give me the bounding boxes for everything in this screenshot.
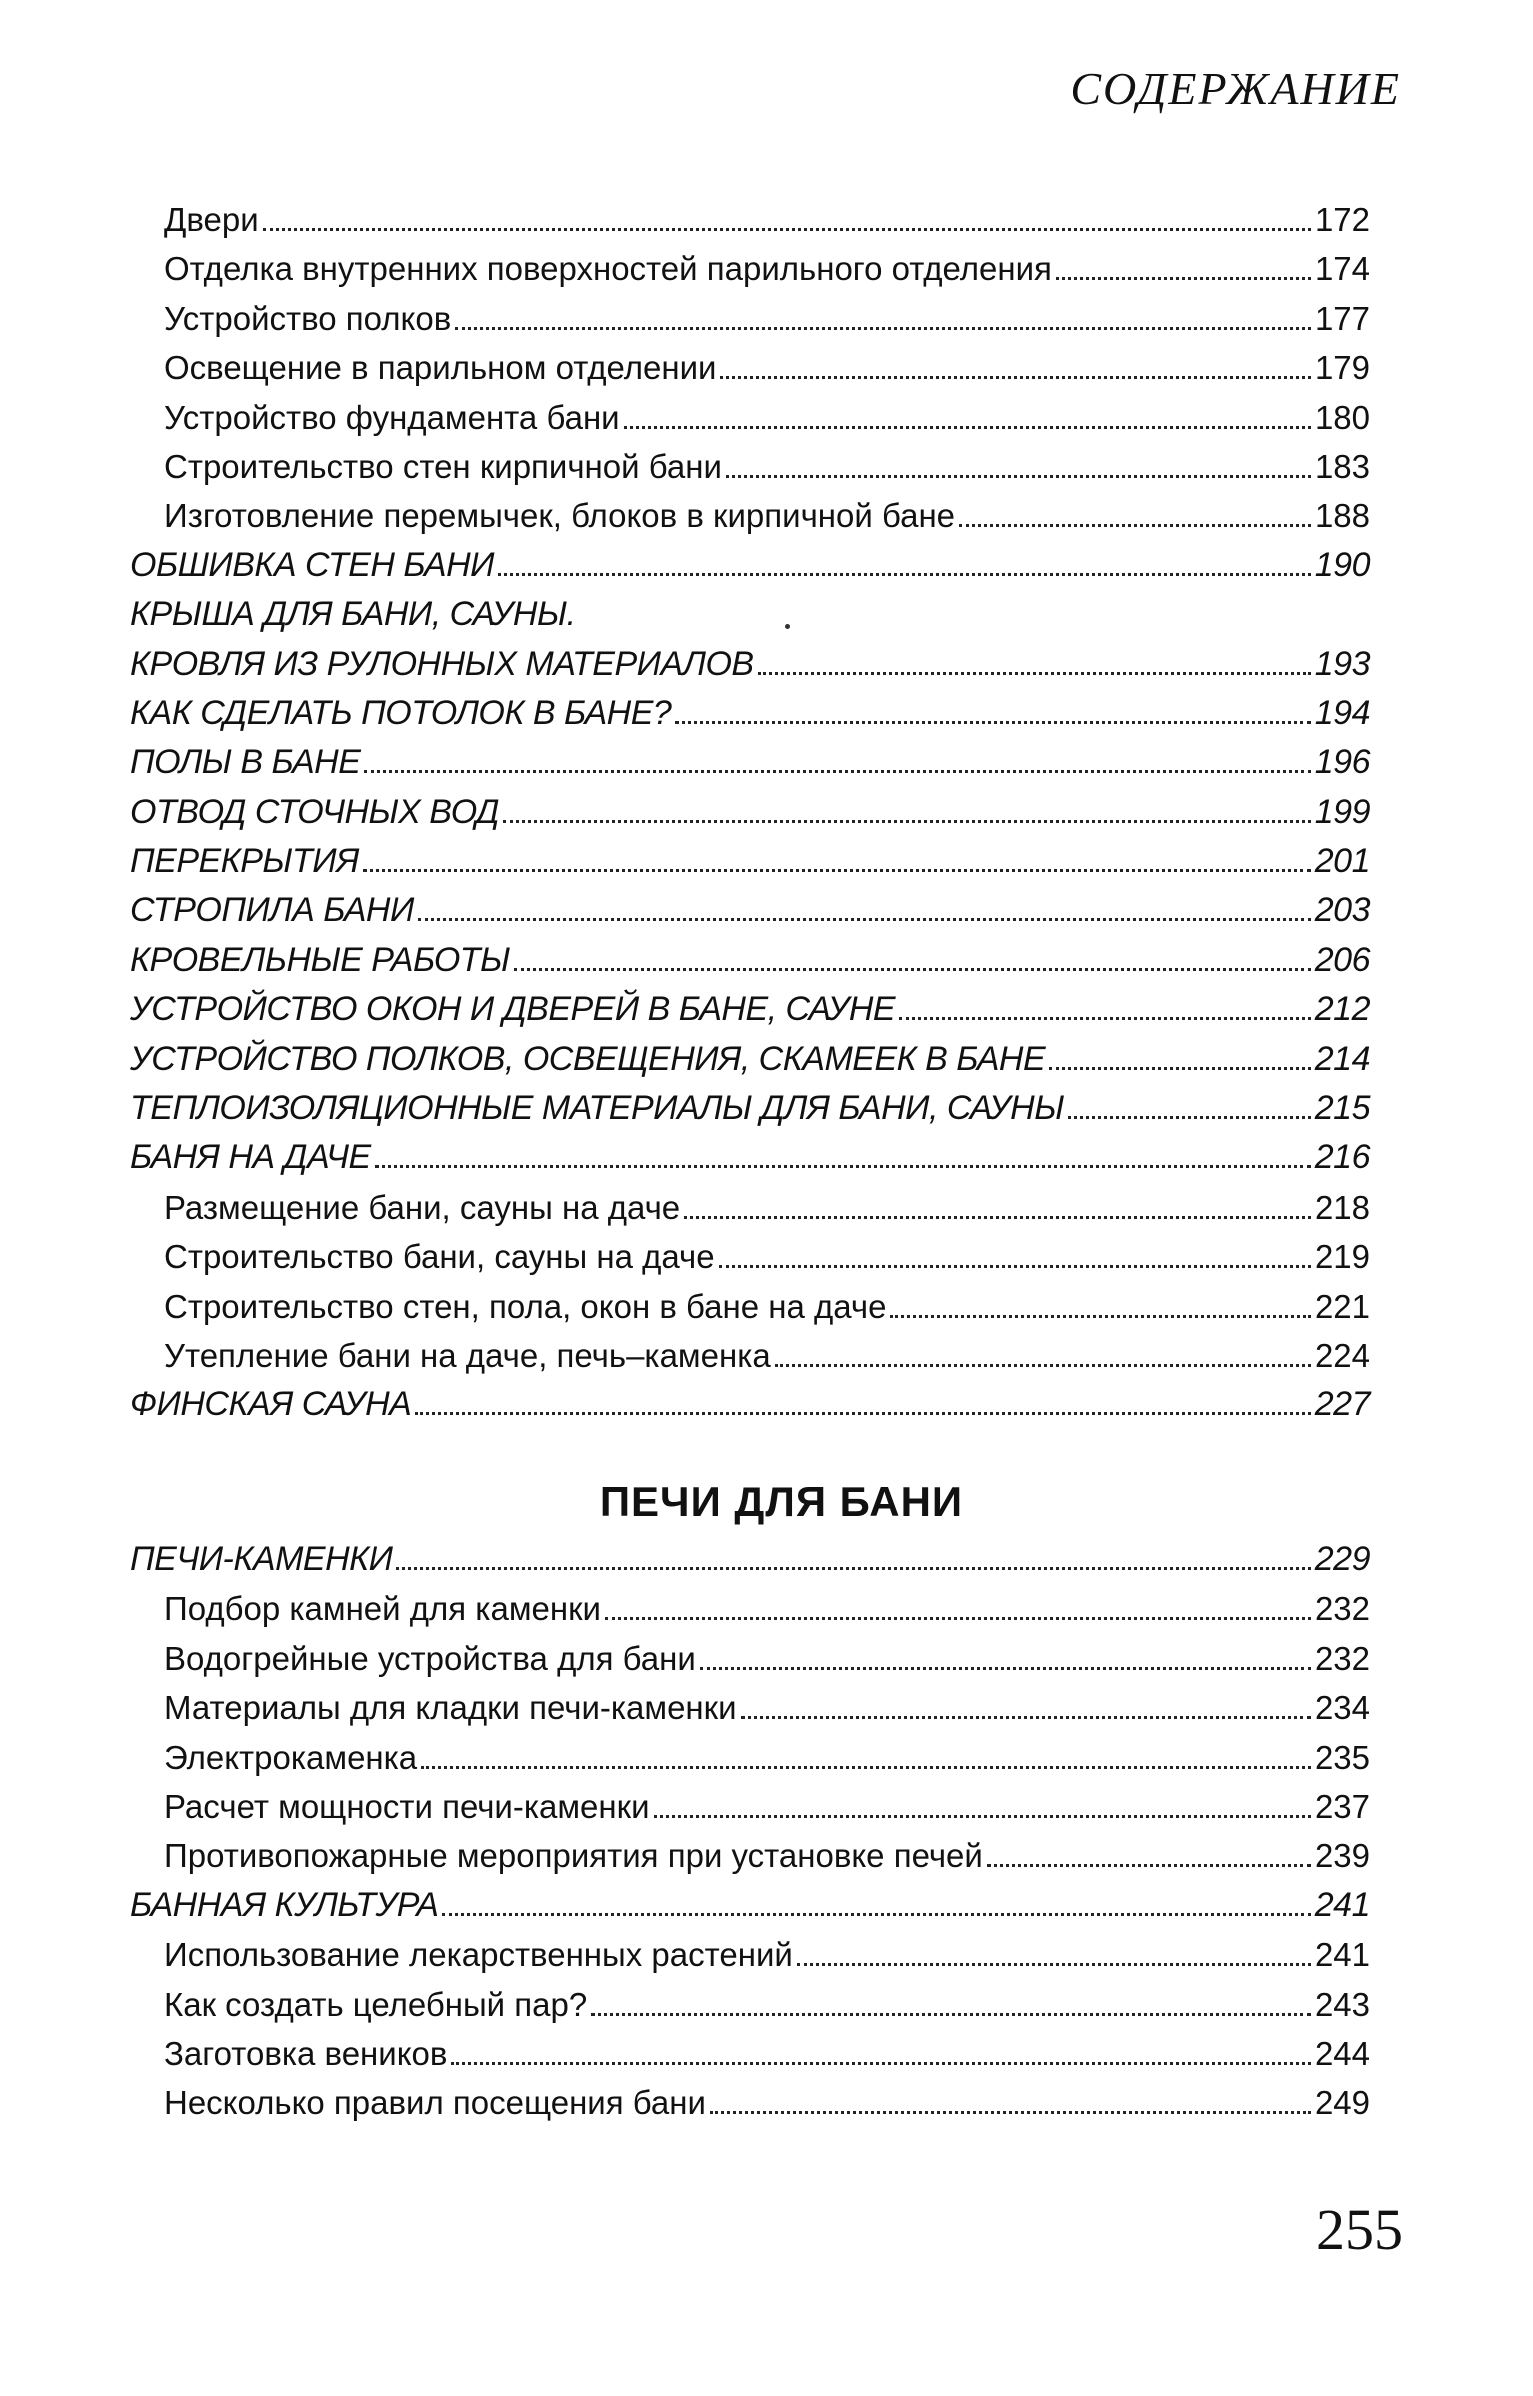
toc-entry-title: КРОВЕЛЬНЫЕ РАБОТЫ [130, 940, 510, 979]
toc-dot-leader [498, 573, 1311, 576]
toc-entry-title: БАНЯ НА ДАЧЕ [130, 1138, 371, 1177]
toc-entry-page: 243 [1314, 1985, 1370, 2023]
toc-entry-title: ПЕРЕКРЫТИЯ [130, 842, 359, 881]
toc-entry-page: 229 [1314, 1540, 1370, 1578]
toc-entry-page: 174 [1314, 250, 1370, 288]
toc-entry-page: 183 [1314, 447, 1370, 485]
toc-entry-page: 239 [1314, 1837, 1370, 1875]
toc-entry-page: 212 [1314, 990, 1370, 1029]
toc-entry-title: Утепление бани на даче, печь–каменка [164, 1336, 771, 1374]
toc-entry-title: ОБШИВКА СТЕН БАНИ [130, 545, 494, 584]
toc-entry-title: ПОЛЫ В БАНЕ [130, 743, 361, 782]
toc-entry-title: ОТВОД СТОЧНЫХ ВОД [130, 792, 499, 831]
toc-entry [130, 738, 1370, 787]
toc-dot-leader [375, 1165, 1311, 1168]
toc-entry [130, 393, 1370, 442]
toc-entry [130, 1733, 1370, 1782]
toc-dot-leader [899, 1017, 1311, 1020]
toc-dot-leader [605, 1617, 1311, 1620]
toc-entry-title: Заготовка веников [164, 2034, 448, 2072]
toc-dot-leader [654, 1815, 1311, 1818]
toc-entry-page: 179 [1314, 349, 1370, 387]
toc-dot-leader [442, 1913, 1310, 1916]
toc-entry-title: КАК СДЕЛАТЬ ПОТОЛОК В БАНЕ? [130, 693, 672, 732]
toc-entry-title: ПЕЧИ-КАМЕНКИ [130, 1540, 393, 1578]
toc-entry-title: УСТРОЙСТВО ПОЛКОВ, ОСВЕЩЕНИЯ, СКАМЕЕК В БАНЕ [130, 1039, 1046, 1078]
toc-entry-title: Электрокаменка [164, 1738, 418, 1776]
toc-entry [130, 541, 1370, 590]
toc-entry-page: 218 [1314, 1188, 1370, 1226]
toc-entry [130, 837, 1370, 886]
toc-entry-page: 232 [1314, 1639, 1370, 1677]
toc-dot-leader [797, 1963, 1311, 1966]
toc-entry [130, 1881, 1370, 1930]
toc-dot-leader [624, 426, 1311, 429]
toc-entry [130, 985, 1370, 1034]
toc-entry [130, 1683, 1370, 1732]
toc-entry-title: Подбор камней для каменки [164, 1590, 601, 1628]
toc-entry [130, 1980, 1370, 2029]
toc-entry-title: Водогрейные устройства для бани [164, 1639, 696, 1677]
toc-entry-page: 224 [1314, 1336, 1370, 1374]
toc-entry-page: 201 [1314, 842, 1370, 881]
toc-entry-title: Противопожарные мероприятия при установке печей [164, 1837, 983, 1875]
toc-entry-title: Использование лекарственных растений [164, 1936, 793, 1974]
toc-entry-title: Как создать целебный пар? [164, 1985, 588, 2023]
toc-entry [130, 294, 1370, 343]
toc-dot-leader [396, 1567, 1310, 1570]
toc-entry-page: 232 [1314, 1590, 1370, 1628]
toc-dot-leader [421, 1766, 1311, 1769]
toc-entry [130, 2078, 1370, 2127]
toc-dot-leader [684, 1216, 1311, 1219]
toc-entry-page: 234 [1314, 1689, 1370, 1727]
toc-entry [130, 936, 1370, 985]
toc-entry-title: БАННАЯ КУЛЬТУРА [130, 1885, 439, 1924]
toc-dot-leader [1068, 1116, 1311, 1119]
toc-entry [130, 2029, 1370, 2078]
page-number: 255 [1316, 2197, 1403, 2262]
toc-dot-leader [591, 2013, 1311, 2016]
toc-entry [130, 1232, 1370, 1281]
toc-entry-page: 172 [1314, 201, 1370, 238]
toc-entry-title: ФИНСКАЯ САУНА [130, 1385, 412, 1424]
chapter-title: ПЕЧИ ДЛЯ БАНИ [599, 1478, 964, 1525]
toc-dot-leader [710, 2111, 1311, 2114]
toc-entry-page: 219 [1314, 1238, 1370, 1276]
toc-dot-leader [987, 1864, 1311, 1867]
toc-entry [130, 1930, 1370, 1979]
toc-dot-leader [451, 2062, 1311, 2065]
toc-entry-page: 227 [1314, 1385, 1370, 1424]
toc-entry-page: 190 [1314, 545, 1370, 584]
toc-dot-leader [418, 918, 1311, 921]
toc-entry [130, 1084, 1370, 1133]
toc-entry-title: Строительство бани, сауны на даче [164, 1238, 715, 1276]
toc-entry-title: Изготовление перемычек, блоков в кирпичной бане [164, 497, 956, 535]
toc-entry [130, 1634, 1370, 1683]
toc-entry-title: КРОВЛЯ ИЗ РУЛОННЫХ МАТЕРИАЛОВ [130, 644, 754, 683]
toc-entry-title: Материалы для кладки печи-каменки [164, 1689, 737, 1727]
toc-entry-page: 196 [1314, 743, 1370, 782]
toc-entry-title: Устройство полков [164, 299, 452, 337]
toc-entry-title: Расчет мощности печи-каменки [164, 1787, 650, 1825]
toc-entry [130, 1380, 1370, 1429]
toc-entry-page: 249 [1314, 2084, 1370, 2122]
toc-entry [130, 788, 1370, 837]
toc-entry [130, 1831, 1370, 1880]
toc-entry [130, 1282, 1370, 1331]
toc-dot-leader [1056, 277, 1311, 280]
toc-entry-title: КРЫША ДЛЯ БАНИ, САУНЫ. [130, 595, 576, 634]
toc-dot-leader [719, 1265, 1311, 1268]
toc-entry [130, 640, 1370, 689]
toc-entry-page: 188 [1314, 497, 1370, 535]
toc-entry-title: Несколько правил посещения бани [164, 2084, 706, 2122]
toc-entry-page: 177 [1314, 299, 1370, 337]
toc-dot-leader [775, 1364, 1311, 1367]
toc-dot-leader [720, 376, 1310, 379]
toc-dot-leader [890, 1315, 1310, 1318]
toc-entry [130, 1331, 1370, 1380]
toc-entry-page: 194 [1314, 693, 1370, 732]
toc-dot-leader [675, 721, 1310, 724]
toc-dot-leader [514, 968, 1311, 971]
toc-entry-title: УСТРОЙСТВО ОКОН И ДВЕРЕЙ В БАНЕ, САУНЕ [130, 990, 896, 1029]
toc-entry-page: 215 [1314, 1089, 1370, 1128]
toc-entry-page: 244 [1314, 2034, 1370, 2072]
toc-dot-leader [503, 820, 1311, 823]
toc-entry [130, 1133, 1370, 1182]
toc-entry [130, 491, 1370, 540]
toc-entry-title: Строительство стен кирпичной бани [164, 447, 722, 485]
toc-entry-page: 237 [1314, 1787, 1370, 1825]
toc-dot-leader [263, 228, 1311, 231]
toc-entry-page: 235 [1314, 1738, 1370, 1776]
toc-entry [130, 689, 1370, 738]
toc-entry [130, 1183, 1370, 1232]
toc-entry-page: 241 [1314, 1936, 1370, 1974]
toc-entry-title: Освещение в парильном отделении [164, 349, 717, 387]
toc-entry-title: СТРОПИЛА БАНИ [130, 891, 414, 930]
toc-entry-page: 203 [1314, 891, 1370, 930]
toc-dot-leader [1049, 1067, 1311, 1070]
stray-dot [785, 624, 790, 629]
toc-entry-title: Устройство фундамента бани [164, 398, 620, 436]
toc-entry [130, 244, 1370, 293]
running-head: СОДЕРЖАНИЕ [1070, 63, 1401, 114]
toc-entry-title: Размещение бани, сауны на даче [164, 1188, 681, 1226]
toc-entry [130, 1782, 1370, 1831]
toc-dot-leader [700, 1667, 1311, 1670]
toc-entry-title: ТЕПЛОИЗОЛЯЦИОННЫЕ МАТЕРИАЛЫ ДЛЯ БАНИ, САУНЫ [130, 1089, 1064, 1128]
toc-entry [130, 1584, 1370, 1633]
toc-dot-leader [364, 770, 1310, 773]
toc-entry-page: 216 [1314, 1138, 1370, 1177]
toc-entry-page: 241 [1314, 1885, 1370, 1924]
toc-entry [130, 1535, 1370, 1584]
toc-entry [130, 195, 1370, 244]
toc-dot-leader [758, 672, 1311, 675]
toc-entry-title: Отделка внутренних поверхностей парильного отделения [164, 250, 1052, 288]
toc-entry-page: 221 [1314, 1287, 1370, 1325]
toc-entry [130, 1035, 1370, 1084]
toc-entry [130, 343, 1370, 392]
toc-entry [130, 442, 1370, 491]
toc-entry-page: 214 [1314, 1039, 1370, 1078]
toc-dot-leader [726, 475, 1311, 478]
toc-entry-title: Двери [164, 201, 259, 238]
toc-dot-leader [741, 1716, 1311, 1719]
toc-entry-page: 206 [1314, 940, 1370, 979]
toc-dot-leader [363, 869, 1311, 872]
toc-entry-page: 180 [1314, 398, 1370, 436]
toc-entry [130, 590, 1370, 639]
toc-entry-page: 193 [1314, 644, 1370, 683]
toc-part-1 [130, 195, 1370, 1430]
toc-dot-leader [455, 327, 1311, 330]
toc-entry-page: 199 [1314, 792, 1370, 831]
toc-part-2 [130, 1535, 1370, 2128]
toc-entry [130, 886, 1370, 935]
toc-entry-title: Строительство стен, пола, окон в бане на даче [164, 1287, 887, 1325]
toc-dot-leader [415, 1412, 1310, 1415]
toc-dot-leader [959, 524, 1311, 527]
